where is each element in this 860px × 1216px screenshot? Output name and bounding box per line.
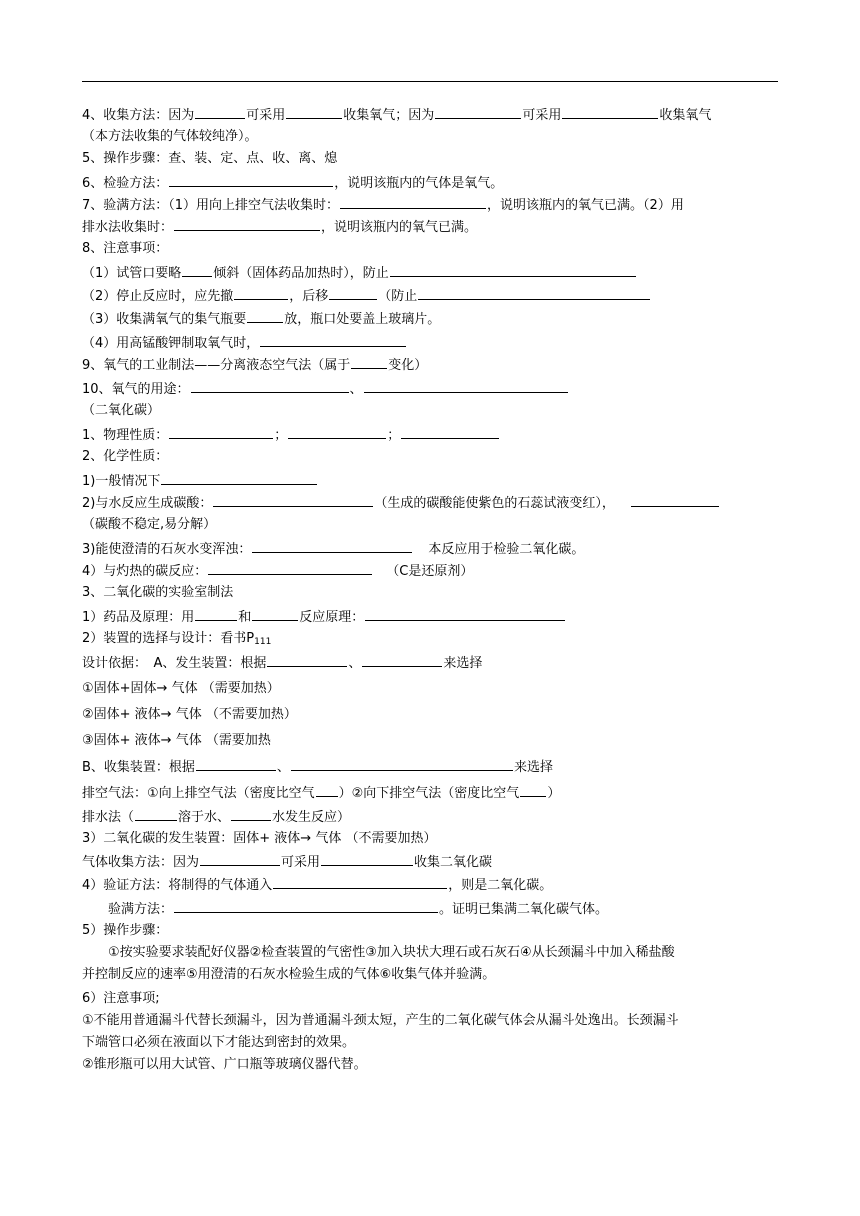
- text: 3、二氧化碳的实验室制法: [82, 585, 234, 600]
- text: 倾斜（固体药品加热时），防止: [213, 266, 389, 281]
- line-air-method: [82, 782, 778, 804]
- text: ）: [547, 786, 561, 801]
- text: 放，瓶口处要盖上玻璃片。: [284, 312, 441, 327]
- text: 水发生反应）: [272, 810, 351, 825]
- fill-blank[interactable]: [191, 378, 349, 393]
- line-attention-title: [82, 988, 778, 1010]
- text: 排水法（: [82, 810, 135, 825]
- text: 2）装置的选择与设计：看书P: [82, 631, 255, 646]
- fill-blank[interactable]: [247, 308, 283, 323]
- text: 1）药品及原理：用: [82, 610, 195, 625]
- section-co2-title: [82, 400, 778, 422]
- text: 可采用: [522, 108, 562, 123]
- text: ②锥形瓶可以用大试管、广口瓶等玻璃仪器代替。: [82, 1057, 367, 1072]
- line-physical: [82, 424, 778, 446]
- text: （1）试管口要略: [82, 266, 182, 281]
- fill-blank[interactable]: [288, 424, 386, 439]
- line-note-1: [82, 262, 778, 284]
- text: 2)与水反应生成碳酸：: [82, 496, 213, 511]
- text: 排空气法：①向上排空气法（密度比空气: [82, 786, 315, 801]
- text: 、: [349, 382, 363, 397]
- text: 1、物理性质：: [82, 428, 169, 443]
- text: 3）二氧化碳的发生装置：固体+ 液体→ 气体 （不需要加热）: [82, 831, 437, 846]
- fill-blank[interactable]: [169, 424, 273, 439]
- text: 3)能使澄清的石灰水变浑浊：: [82, 542, 252, 557]
- text: ，后移: [289, 289, 329, 304]
- text: 溶于水、: [178, 810, 231, 825]
- line-co2-generator: [82, 828, 778, 850]
- text: ②固体+ 液体→ 气体 （不需要加热）: [82, 707, 297, 722]
- fill-blank[interactable]: [418, 285, 650, 300]
- line-steps-a: [82, 942, 778, 964]
- line-attention-b: [82, 1032, 778, 1054]
- fill-blank[interactable]: [340, 194, 486, 209]
- line-water-method: [82, 806, 778, 828]
- text: 5、操作步骤：查、装、定、点、收、离、熄: [82, 151, 338, 166]
- fill-blank[interactable]: [182, 262, 212, 277]
- line-reagents: [82, 606, 778, 628]
- line-collect-device: [82, 756, 778, 778]
- fill-blank[interactable]: [291, 756, 513, 771]
- line-notes-title: [82, 238, 778, 260]
- fill-blank[interactable]: [316, 782, 338, 797]
- text: （4）用高锰酸钾制取氧气时，: [82, 336, 260, 351]
- text: 1)一般情况下: [82, 474, 161, 489]
- line-design-basis: [82, 652, 778, 674]
- line-option-2: [82, 704, 778, 726]
- fill-blank[interactable]: [286, 104, 342, 119]
- line-steps-b: [82, 964, 778, 986]
- text: 收集氧气: [659, 108, 712, 123]
- fill-blank[interactable]: [196, 756, 276, 771]
- line-full-check-a: [82, 194, 778, 216]
- fill-blank[interactable]: [174, 216, 320, 231]
- line-attention-a: [82, 1010, 778, 1032]
- text: 4）与灼热的碳反应：: [82, 564, 208, 579]
- text: 气体收集方法：因为: [82, 855, 200, 870]
- text: ，说明该瓶内的气体是氧气。: [334, 176, 504, 191]
- fill-blank[interactable]: [362, 652, 442, 667]
- text: 7、验满方法：（1）用向上排空气法收集时：: [82, 198, 340, 213]
- text: （防止: [378, 289, 418, 304]
- fill-blank[interactable]: [364, 378, 568, 393]
- page-number: 111: [254, 637, 272, 647]
- fill-blank[interactable]: [401, 424, 499, 439]
- line-lab-prep: [82, 582, 778, 604]
- text: 来选择: [443, 656, 483, 671]
- text: 5）操作步骤：: [82, 923, 169, 938]
- text: 8、注意事项：: [82, 241, 169, 256]
- line-option-1: [82, 678, 778, 700]
- text: 来选择: [513, 760, 553, 775]
- text: ①固体+固体→ 气体 （需要加热）: [82, 681, 280, 696]
- line-note-2: [82, 285, 778, 307]
- text: 、: [276, 760, 290, 775]
- text: 9、氧气的工业制法——分离液态空气法（属于: [82, 358, 351, 373]
- text: （3）收集满氧气的集气瓶要: [82, 312, 247, 327]
- text: 4、收集方法：因为: [82, 108, 195, 123]
- line-steps-title: [82, 920, 778, 942]
- line-industrial: [82, 354, 778, 376]
- fill-blank[interactable]: [329, 285, 377, 300]
- text: （二氧化碳）: [82, 403, 161, 418]
- fill-blank[interactable]: [195, 104, 245, 119]
- fill-blank[interactable]: [435, 104, 521, 119]
- text: 收集氧气；因为: [343, 108, 435, 123]
- text: 、: [348, 656, 362, 671]
- text: 6）注意事项;: [82, 991, 160, 1006]
- line-full-check-b: [82, 216, 778, 238]
- line-chem-2: [82, 492, 778, 514]
- fill-blank[interactable]: [208, 560, 372, 575]
- text: 10、氧气的用途：: [82, 382, 190, 397]
- line-option-3: [82, 730, 778, 752]
- text: 并控制反应的速率⑤用澄清的石灰水检验生成的气体⑥收集气体并验满。: [82, 967, 496, 982]
- text: （碳酸不稳定,易分解）: [82, 517, 217, 532]
- text: 和: [238, 610, 252, 625]
- text: ，说明该瓶内的氧气已满。（2）用: [487, 198, 684, 213]
- line-verify: [82, 874, 778, 896]
- line-uses: [82, 378, 778, 400]
- text: ，则是二氧化碳。: [448, 878, 553, 893]
- text: （本方法收集的气体较纯净）。: [82, 129, 258, 144]
- line-chemical: [82, 446, 778, 468]
- text: ①不能用普通漏斗代替长颈漏斗，因为普通漏斗颈太短，产生的二氧化碳气体会从漏斗处逸出。长颈漏斗: [82, 1013, 679, 1028]
- fill-blank[interactable]: [174, 898, 438, 913]
- text: 排水法收集时：: [82, 220, 174, 235]
- line-chem-1: [82, 470, 778, 492]
- fill-blank[interactable]: [260, 332, 406, 347]
- fill-blank[interactable]: [213, 492, 373, 507]
- line-gas-collect: [82, 851, 778, 873]
- line-collection-method: [82, 104, 778, 126]
- fill-blank[interactable]: [365, 606, 565, 621]
- text: 本反应用于检验二氧化碳。: [428, 542, 585, 557]
- fill-blank[interactable]: [520, 782, 546, 797]
- text: ）②向下排空气法（密度比空气: [338, 786, 520, 801]
- fill-blank[interactable]: [234, 285, 288, 300]
- text: （2）停止反应时，应先撤: [82, 289, 234, 304]
- text: 。证明已集满二氧化碳气体。: [439, 902, 609, 917]
- fill-blank[interactable]: [267, 652, 347, 667]
- text: （生成的碳酸能使紫色的石蕊试液变红），: [374, 496, 615, 511]
- fill-blank[interactable]: [252, 538, 412, 553]
- line-collection-note: [82, 126, 778, 148]
- text: 2、化学性质：: [82, 449, 169, 464]
- fill-blank[interactable]: [273, 874, 447, 889]
- fill-blank[interactable]: [200, 851, 280, 866]
- line-apparatus: [82, 628, 778, 650]
- text: 变化）: [388, 358, 428, 373]
- text: 4）验证方法：将制得的气体通入: [82, 878, 273, 893]
- fill-blank[interactable]: [231, 806, 271, 821]
- text: B、收集装置：根据: [82, 760, 195, 775]
- text: ，说明该瓶内的氧气已满。: [321, 220, 478, 235]
- text: ；: [387, 428, 401, 443]
- text: 反应原理：: [299, 610, 365, 625]
- text: 可采用: [246, 108, 286, 123]
- text: ③固体+ 液体→ 气体 （需要加热: [82, 733, 271, 748]
- line-note-3: [82, 308, 778, 330]
- line-chem-2b: [82, 514, 778, 536]
- fill-blank[interactable]: [252, 606, 298, 621]
- fill-blank[interactable]: [390, 262, 636, 277]
- fill-blank[interactable]: [195, 606, 237, 621]
- text: ；: [274, 428, 288, 443]
- text: 下端管口必须在液面以下才能达到密封的效果。: [82, 1035, 356, 1050]
- line-attention-c: [82, 1054, 778, 1076]
- text: 6、检验方法：: [82, 176, 169, 191]
- line-chem-4: [82, 560, 778, 582]
- line-note-4: [82, 332, 778, 354]
- text: ①按实验要求装配好仪器②检查装置的气密性③加入块状大理石或石灰石④从长颈漏斗中加入稀盐酸: [82, 945, 675, 960]
- text: 可采用: [281, 855, 321, 870]
- text: 设计依据： A、发生装置：根据: [82, 656, 267, 671]
- text: 收集二氧化碳: [414, 855, 493, 870]
- header-rule: [82, 81, 778, 82]
- fill-blank[interactable]: [135, 806, 177, 821]
- line-full-verify: [82, 898, 778, 920]
- line-chem-3: [82, 538, 778, 560]
- text: （C是还原剂）: [386, 564, 474, 579]
- text: 验满方法：: [82, 902, 174, 917]
- fill-blank[interactable]: [321, 851, 413, 866]
- line-steps: [82, 148, 778, 170]
- fill-blank[interactable]: [161, 470, 317, 485]
- fill-blank[interactable]: [351, 354, 387, 369]
- fill-blank[interactable]: [169, 172, 333, 187]
- fill-blank[interactable]: [562, 104, 658, 119]
- line-test-method: [82, 172, 778, 194]
- fill-blank[interactable]: [631, 492, 719, 507]
